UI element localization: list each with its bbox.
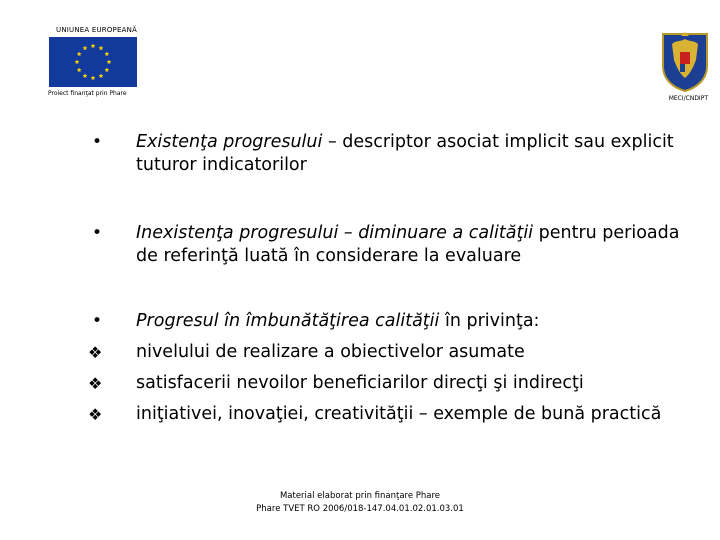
list-item [136,222,696,268]
eu-star [83,73,88,78]
list-item-text: iniţiativei, inovaţiei, creativităţii – exemple de bună practică [136,404,662,424]
list-item [136,310,696,333]
eu-star [91,75,96,80]
eu-subtitle: Proiect finanţat prin Phare [48,90,127,97]
list-item [136,131,696,177]
eu-star [83,46,88,51]
bullet-diamond-icon: ❖ [88,343,103,362]
romania-coat-of-arms [660,30,710,92]
bullet-diamond-icon: ❖ [88,405,103,424]
eu-star [99,46,104,51]
list-item [136,372,696,395]
eu-star [104,67,109,72]
eu-star [99,73,104,78]
list-item-emphasis: Progresul în îmbunătăţirea calităţii [136,311,440,331]
footer-line-2: Phare TVET RO 2006/018-147.04.01.02.01.03.01 [256,504,464,514]
bullet-dot-icon: • [92,311,103,331]
meci-label: MECI/CNDIPT [668,95,708,102]
list-item-text: nivelului de realizare a obiectivelor asumate [136,342,525,362]
bullet-dot-icon: • [92,132,103,152]
eu-star [77,51,82,56]
list-item-text: în privinţa: [439,311,540,331]
bullet-dot-icon: • [92,223,103,243]
footer-line-1: Material elaborat prin finanţare Phare [279,491,441,501]
list-item-text: – descriptor asociat implicit sau explicit tuturor indicatorilor [136,132,674,175]
list-item-emphasis: Inexistenţa progresului – diminuare a calităţii [136,223,534,243]
eu-stars-icon [49,37,137,87]
eu-star [75,59,80,64]
list-item-emphasis: Existenţa progresului [136,132,323,152]
eu-label: UNIUNEA EUROPEANĂ [56,26,137,34]
eu-flag [49,37,137,87]
bullet-diamond-icon: ❖ [88,374,103,393]
eu-star [107,59,112,64]
list-item [136,403,696,426]
eu-star [91,43,96,48]
list-item [136,341,696,364]
list-item-text: pentru perioada de referinţă luată în considerare la evaluare [136,223,680,266]
list-item-text: satisfacerii nevoilor beneficiarilor direcţi şi indirecţi [136,373,584,393]
eu-star [77,67,82,72]
eu-star [104,51,109,56]
